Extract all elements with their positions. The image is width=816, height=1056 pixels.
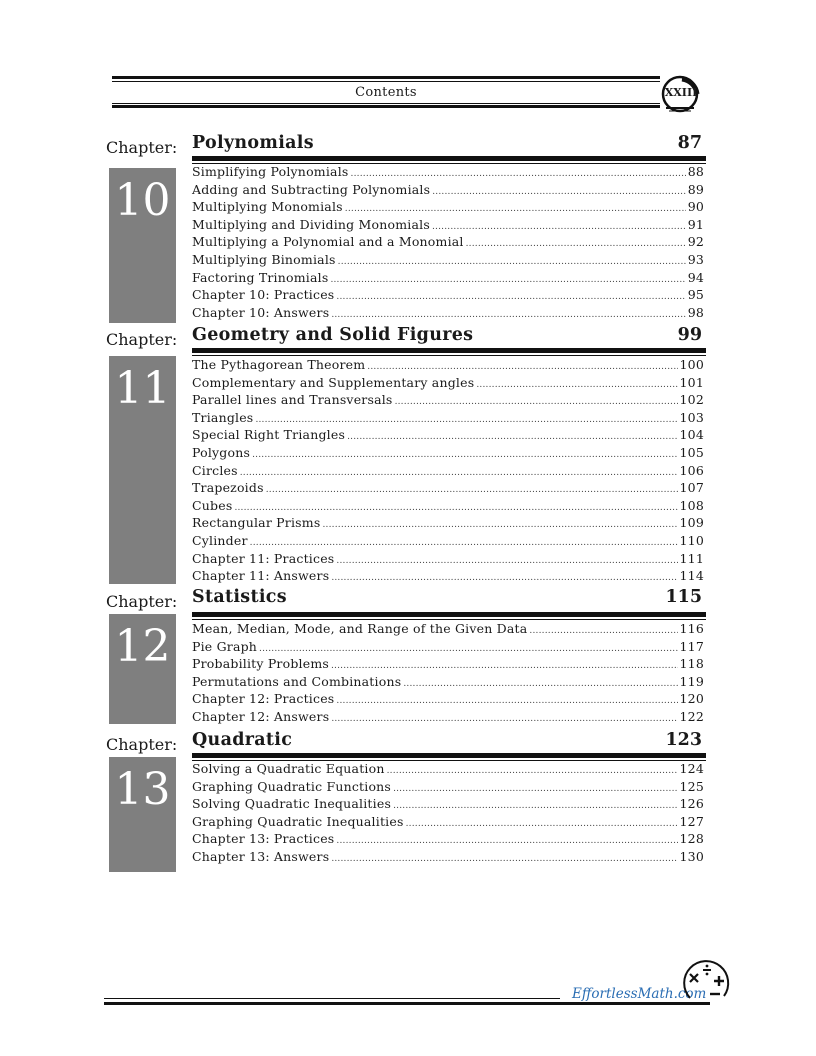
- toc-entry-page: 109: [679, 515, 704, 531]
- chapter-label: Chapter:: [106, 330, 178, 349]
- toc-entry[interactable]: [192, 252, 704, 270]
- toc-entry-page: 111: [679, 550, 704, 566]
- toc-leader-dots: [403, 679, 677, 689]
- chapter-number-box: [109, 356, 176, 584]
- toc-entry-page: 88: [687, 164, 704, 179]
- toc-entry-page: 116: [679, 621, 704, 636]
- toc-entry[interactable]: [192, 674, 704, 692]
- toc-entry-title: Chapter 12: Practices: [192, 691, 335, 707]
- toc-entry[interactable]: [192, 234, 704, 252]
- toc-leader-dots: [476, 380, 677, 390]
- toc-entry[interactable]: [192, 445, 704, 463]
- toc-entry-title: Rectangular Prisms: [192, 515, 321, 531]
- toc-leader-dots: [331, 661, 678, 671]
- toc-entry-title: Complementary and Supplementary angles: [192, 374, 475, 390]
- toc-entry-title: Chapter 10: Practices: [192, 287, 335, 303]
- toc-entry-title: Solving a Quadratic Equation: [192, 761, 385, 776]
- toc-leader-dots: [322, 520, 677, 530]
- toc-entry-page: 119: [679, 673, 704, 689]
- toc-entry[interactable]: [192, 427, 704, 445]
- chapter-title[interactable]: Polynomials: [192, 133, 314, 153]
- chapter-number-box: [109, 614, 176, 724]
- toc-entry[interactable]: [192, 621, 704, 639]
- toc-entry-page: 94: [687, 269, 704, 285]
- chapter-rule-thick: [192, 753, 706, 758]
- toc-leader-dots: [240, 468, 678, 478]
- toc-entry[interactable]: [192, 709, 704, 727]
- header-rule-bottom-thick: [112, 105, 660, 108]
- toc-entry[interactable]: [192, 392, 704, 410]
- toc-leader-dots: [259, 644, 677, 654]
- chapter-rule-thick: [192, 348, 706, 353]
- toc-entry-title: Adding and Subtracting Polynomials: [192, 181, 431, 197]
- toc-leader-dots: [266, 485, 678, 495]
- toc-entry[interactable]: [192, 515, 704, 533]
- toc-entry-title: Graphing Quadratic Inequalities: [192, 813, 404, 829]
- toc-leader-dots: [432, 187, 685, 197]
- chapter-rule-thick: [192, 156, 706, 161]
- chapter-number: 10: [114, 175, 171, 226]
- toc-entry-page: 93: [687, 251, 704, 267]
- toc-entry-page: 127: [679, 813, 704, 829]
- toc-entry-title: Simplifying Polynomials: [192, 164, 349, 179]
- toc-entry-page: 118: [679, 656, 704, 672]
- toc-entry-title: Circles: [192, 462, 238, 478]
- toc-entry-title: Chapter 10: Answers: [192, 304, 330, 320]
- footer-brand: EffortlessMath.com: [572, 986, 707, 1002]
- toc-entry-title: Chapter 11: Answers: [192, 568, 330, 584]
- toc-entry-title: Multiplying a Polynomial and a Monomial: [192, 234, 464, 250]
- toc-entry-title: Multiplying Binomials: [192, 251, 336, 267]
- toc-leader-dots: [347, 432, 677, 442]
- header-rule-top-thick: [112, 76, 660, 79]
- toc-entry-title: Triangles: [192, 409, 254, 425]
- toc-entry[interactable]: [192, 217, 704, 235]
- chapter-label: Chapter:: [106, 735, 178, 754]
- toc-entry-title: Graphing Quadratic Functions: [192, 778, 392, 794]
- toc-leader-dots: [529, 626, 677, 636]
- chapter-number: 13: [114, 764, 171, 815]
- toc-entry-title: Chapter 11: Practices: [192, 550, 335, 566]
- toc-leader-dots: [252, 450, 677, 460]
- toc-leader-dots: [393, 784, 677, 794]
- toc-leader-dots: [336, 556, 677, 566]
- toc-entry-list: [192, 621, 704, 727]
- toc-entry-title: Permutations and Combinations: [192, 673, 402, 689]
- toc-entry-page: 89: [687, 181, 704, 197]
- toc-entry-title: Chapter 12: Answers: [192, 708, 330, 724]
- toc-entry[interactable]: [192, 305, 704, 323]
- toc-entry-title: Probability Problems: [192, 656, 329, 672]
- chapter-label: Chapter:: [106, 138, 178, 157]
- toc-entry-page: 95: [687, 287, 704, 303]
- toc-leader-dots: [338, 257, 686, 267]
- toc-entry-list: [192, 761, 704, 867]
- toc-entry-page: 98: [687, 304, 704, 320]
- page-footer: [104, 956, 734, 1016]
- toc-entry-page: 100: [679, 357, 704, 372]
- toc-entry-title: Trapezoids: [192, 480, 264, 496]
- toc-leader-dots: [255, 415, 677, 425]
- footer-rule-thin: [104, 998, 560, 999]
- toc-entry[interactable]: [192, 656, 704, 674]
- toc-leader-dots: [466, 239, 686, 249]
- toc-entry[interactable]: [192, 199, 704, 217]
- toc-entry-title: Chapter 13: Answers: [192, 848, 330, 864]
- toc-entry[interactable]: [192, 831, 704, 849]
- toc-leader-dots: [331, 310, 685, 320]
- toc-entry-title: Cylinder: [192, 532, 248, 548]
- toc-entry-page: 114: [679, 568, 704, 584]
- toc-leader-dots: [336, 696, 677, 706]
- header-rule-top-thin: [112, 81, 660, 82]
- toc-leader-dots: [250, 538, 678, 548]
- toc-entry[interactable]: [192, 551, 704, 569]
- toc-entry-title: Solving Quadratic Inequalities: [192, 796, 392, 812]
- toc-leader-dots: [331, 573, 677, 583]
- toc-entry-page: 105: [679, 444, 704, 460]
- toc-entry-page: 124: [679, 761, 704, 776]
- toc-entry-page: 106: [679, 462, 704, 478]
- chapter-rule-thin: [192, 619, 706, 620]
- toc-leader-dots: [387, 766, 678, 776]
- toc-entry-page: 103: [679, 409, 704, 425]
- toc-entry-title: Chapter 13: Practices: [192, 831, 335, 847]
- chapter-page-number: 87: [677, 133, 702, 153]
- toc-entry-page: 130: [679, 848, 704, 864]
- chapter-page-number: 115: [665, 587, 702, 607]
- toc-entry[interactable]: [192, 182, 704, 200]
- toc-entry-page: 101: [679, 374, 704, 390]
- toc-entry-page: 104: [679, 427, 704, 443]
- toc-entry[interactable]: [192, 410, 704, 428]
- chapter-number-box: [109, 168, 176, 323]
- toc-entry[interactable]: [192, 357, 704, 375]
- chapter-page-number: 123: [665, 730, 702, 750]
- toc-entry[interactable]: [192, 691, 704, 709]
- chapter-number-box: [109, 757, 176, 872]
- toc-entry[interactable]: [192, 164, 704, 182]
- toc-leader-dots: [336, 292, 685, 302]
- toc-leader-dots: [234, 503, 677, 513]
- toc-entry-page: 125: [679, 778, 704, 794]
- chapter-number: 11: [114, 363, 171, 414]
- toc-entry-page: 117: [679, 638, 704, 654]
- toc-entry-page: 102: [679, 392, 704, 408]
- toc-entry-title: Pie Graph: [192, 638, 258, 654]
- page-title: Contents: [355, 85, 417, 100]
- toc-entry-page: 90: [687, 199, 704, 215]
- chapter-rule-thick: [192, 612, 706, 617]
- header-rule-bottom-thin: [112, 103, 660, 104]
- toc-entry[interactable]: [192, 375, 704, 393]
- chapter-title[interactable]: Geometry and Solid Figures: [192, 325, 474, 345]
- toc-entry-title: Parallel lines and Transversals: [192, 392, 393, 408]
- chapter-rule-thin: [192, 355, 706, 356]
- toc-entry[interactable]: [192, 814, 704, 832]
- toc-entry-title: Multiplying Monomials: [192, 199, 343, 215]
- toc-entry[interactable]: [192, 270, 704, 288]
- toc-entry[interactable]: [192, 779, 704, 797]
- toc-leader-dots: [351, 169, 686, 179]
- toc-leader-dots: [406, 819, 678, 829]
- toc-entry[interactable]: [192, 287, 704, 305]
- math-operators-icon: [680, 956, 734, 1010]
- page-number-badge: XXIII: [664, 86, 698, 99]
- toc-entry-page: 120: [679, 691, 704, 707]
- toc-entry-page: 122: [679, 708, 704, 724]
- toc-entry[interactable]: [192, 639, 704, 657]
- toc-leader-dots: [432, 222, 686, 232]
- toc-entry[interactable]: [192, 533, 704, 551]
- toc-leader-dots: [331, 854, 677, 864]
- toc-entry[interactable]: [192, 498, 704, 516]
- toc-entry-list: [192, 164, 704, 322]
- toc-entry[interactable]: [192, 849, 704, 867]
- toc-entry-title: The Pythagorean Theorem: [192, 357, 366, 372]
- footer-rule-thick: [104, 1002, 710, 1005]
- toc-entry-title: Cubes: [192, 497, 233, 513]
- toc-entry-title: Multiplying and Dividing Monomials: [192, 216, 430, 232]
- toc-entry[interactable]: [192, 761, 704, 779]
- toc-entry-page: 91: [687, 216, 704, 232]
- toc-leader-dots: [393, 801, 677, 811]
- toc-leader-dots: [395, 397, 678, 407]
- page-header: [112, 74, 704, 110]
- toc-entry-list: [192, 357, 704, 586]
- toc-entry[interactable]: [192, 463, 704, 481]
- toc-leader-dots: [367, 362, 677, 372]
- toc-entry-page: 92: [687, 234, 704, 250]
- toc-entry[interactable]: [192, 796, 704, 814]
- toc-entry-title: Mean, Median, Mode, and Range of the Given Data: [192, 621, 528, 636]
- toc-leader-dots: [331, 714, 677, 724]
- toc-entry-page: 128: [679, 831, 704, 847]
- toc-entry-page: 126: [679, 796, 704, 812]
- toc-leader-dots: [345, 204, 686, 214]
- toc-entry-page: 107: [679, 480, 704, 496]
- toc-entry[interactable]: [192, 568, 704, 586]
- chapter-page-number: 99: [677, 325, 702, 345]
- toc-leader-dots: [330, 275, 685, 285]
- toc-entry-title: Polygons: [192, 444, 251, 460]
- chapter-title[interactable]: Quadratic: [192, 730, 293, 750]
- toc-entry[interactable]: [192, 480, 704, 498]
- chapter-label: Chapter:: [106, 592, 178, 611]
- toc-entry-title: Special Right Triangles: [192, 427, 346, 443]
- chapter-number: 12: [114, 621, 171, 672]
- toc-leader-dots: [336, 836, 677, 846]
- toc-entry-page: 108: [679, 497, 704, 513]
- chapter-title[interactable]: Statistics: [192, 587, 287, 607]
- toc-entry-page: 110: [679, 532, 704, 548]
- toc-entry-title: Factoring Trinomials: [192, 269, 329, 285]
